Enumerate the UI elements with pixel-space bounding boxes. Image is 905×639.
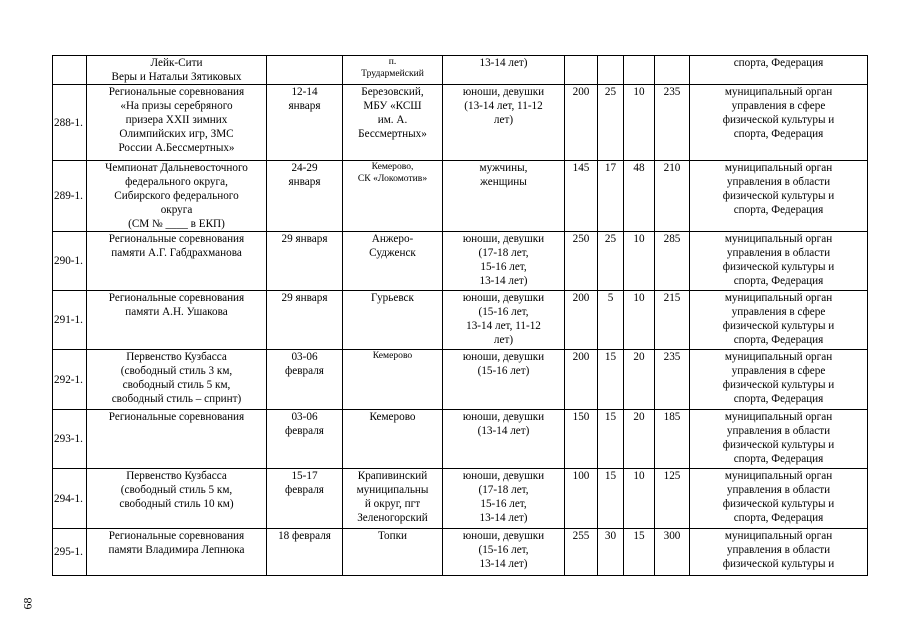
event-date: 03-06 февраля [267,410,343,469]
coaches-count: 17 [598,161,624,232]
participants-count: 200 [565,291,598,350]
age-group: юноши, девушки (17-18 лет, 15-16 лет, 13-14 лет) [443,232,565,291]
judges-count: 10 [624,232,655,291]
event-date [267,56,343,85]
table-row [53,232,868,291]
total-count: 285 [655,232,690,291]
event-name: Лейк-Сити Веры и Натальи Зятиковых [87,56,267,85]
event-name: Региональные соревнования памяти А.Г. Габдрахманова [87,232,267,291]
coaches-count: 30 [598,529,624,576]
row-number: 290-1. [53,232,87,291]
event-place: п. Трудармейский [343,56,443,85]
organizer: муниципальный орган управления в сфере физической культуры и спорта, Федерация [690,85,868,161]
coaches-count: 15 [598,410,624,469]
table-row [53,529,868,576]
organizer: муниципальный орган управления в области физической культуры и спорта, Федерация [690,232,868,291]
event-name: Региональные соревнования памяти А.Н. Ушакова [87,291,267,350]
participants-count: 150 [565,410,598,469]
row-number: 288-1. [53,85,87,161]
age-group: юноши, девушки (15-16 лет) [443,350,565,410]
coaches-count: 25 [598,85,624,161]
participants-count: 255 [565,529,598,576]
event-place: Кемерово [343,350,443,410]
table-row [53,410,868,469]
row-number: 293-1. [53,410,87,469]
event-place: Березовский, МБУ «КСШ им. А. Бессмертных» [343,85,443,161]
event-name: Чемпионат Дальневосточного федерального округа, Сибирского федерального округа (СМ № ____ в ЕКП) [87,161,267,232]
organizer: муниципальный орган управления в области физической культуры и спорта, Федерация [690,469,868,529]
table-row [53,56,868,85]
event-place: Крапивинский муниципальны й округ, пгт Зеленогорский [343,469,443,529]
table-body [53,56,868,576]
judges-count: 20 [624,410,655,469]
participants-count: 200 [565,350,598,410]
age-group: юноши, девушки (15-16 лет, 13-14 лет) [443,529,565,576]
event-date: 03-06 февраля [267,350,343,410]
participants-count: 100 [565,469,598,529]
coaches-count: 15 [598,469,624,529]
page-number: 68 [20,597,35,610]
event-place: Анжеро- Судженск [343,232,443,291]
judges-count: 10 [624,469,655,529]
age-group: мужчины, женщины [443,161,565,232]
total-count: 300 [655,529,690,576]
event-date: 29 января [267,291,343,350]
row-number: 291-1. [53,291,87,350]
event-place: Кемерово, СК «Локомотив» [343,161,443,232]
table-row [53,161,868,232]
age-group: 13-14 лет) [443,56,565,85]
participants-count: 250 [565,232,598,291]
row-number: 294-1. [53,469,87,529]
total-count: 235 [655,350,690,410]
age-group: юноши, девушки (13-14 лет, 11-12 лет) [443,85,565,161]
organizer: муниципальный орган управления в области физической культуры и [690,529,868,576]
event-name: Первенство Кузбасса (свободный стиль 5 км, свободный стиль 10 км) [87,469,267,529]
participants-count: 145 [565,161,598,232]
judges-count: 10 [624,85,655,161]
total-count: 125 [655,469,690,529]
age-group: юноши, девушки (17-18 лет, 15-16 лет, 13-14 лет) [443,469,565,529]
event-date: 29 января [267,232,343,291]
judges-count: 48 [624,161,655,232]
event-place: Кемерово [343,410,443,469]
event-name: Первенство Кузбасса (свободный стиль 3 км, свободный стиль 5 км, свободный стиль – спринт) [87,350,267,410]
total-count: 185 [655,410,690,469]
judges-count [624,56,655,85]
total-count [655,56,690,85]
competition-table [52,55,868,576]
total-count: 210 [655,161,690,232]
event-date: 12-14 января [267,85,343,161]
event-date: 15-17 февраля [267,469,343,529]
judges-count: 10 [624,291,655,350]
organizer: муниципальный орган управления в сфере физической культуры и спорта, Федерация [690,291,868,350]
coaches-count: 25 [598,232,624,291]
total-count: 235 [655,85,690,161]
participants-count [565,56,598,85]
event-name: Региональные соревнования [87,410,267,469]
row-number: 292-1. [53,350,87,410]
event-date: 18 февраля [267,529,343,576]
event-name: Региональные соревнования «На призы серебряного призера XXII зимних Олимпийских игр, ЗМС России А.Бессмертных» [87,85,267,161]
age-group: юноши, девушки (15-16 лет, 13-14 лет, 11-12 лет) [443,291,565,350]
organizer: спорта, Федерация [690,56,868,85]
organizer: муниципальный орган управления в области физической культуры и спорта, Федерация [690,161,868,232]
row-number: 289-1. [53,161,87,232]
participants-count: 200 [565,85,598,161]
table-row [53,291,868,350]
event-name: Региональные соревнования памяти Владимира Лепнюка [87,529,267,576]
table-row [53,85,868,161]
total-count: 215 [655,291,690,350]
coaches-count: 15 [598,350,624,410]
row-number [53,56,87,85]
age-group: юноши, девушки (13-14 лет) [443,410,565,469]
coaches-count [598,56,624,85]
organizer: муниципальный орган управления в сфере физической культуры и спорта, Федерация [690,350,868,410]
event-place: Топки [343,529,443,576]
event-date: 24-29 января [267,161,343,232]
event-place: Гурьевск [343,291,443,350]
coaches-count: 5 [598,291,624,350]
row-number: 295-1. [53,529,87,576]
organizer: муниципальный орган управления в области физической культуры и спорта, Федерация [690,410,868,469]
table-row [53,350,868,410]
judges-count: 15 [624,529,655,576]
table-row [53,469,868,529]
judges-count: 20 [624,350,655,410]
